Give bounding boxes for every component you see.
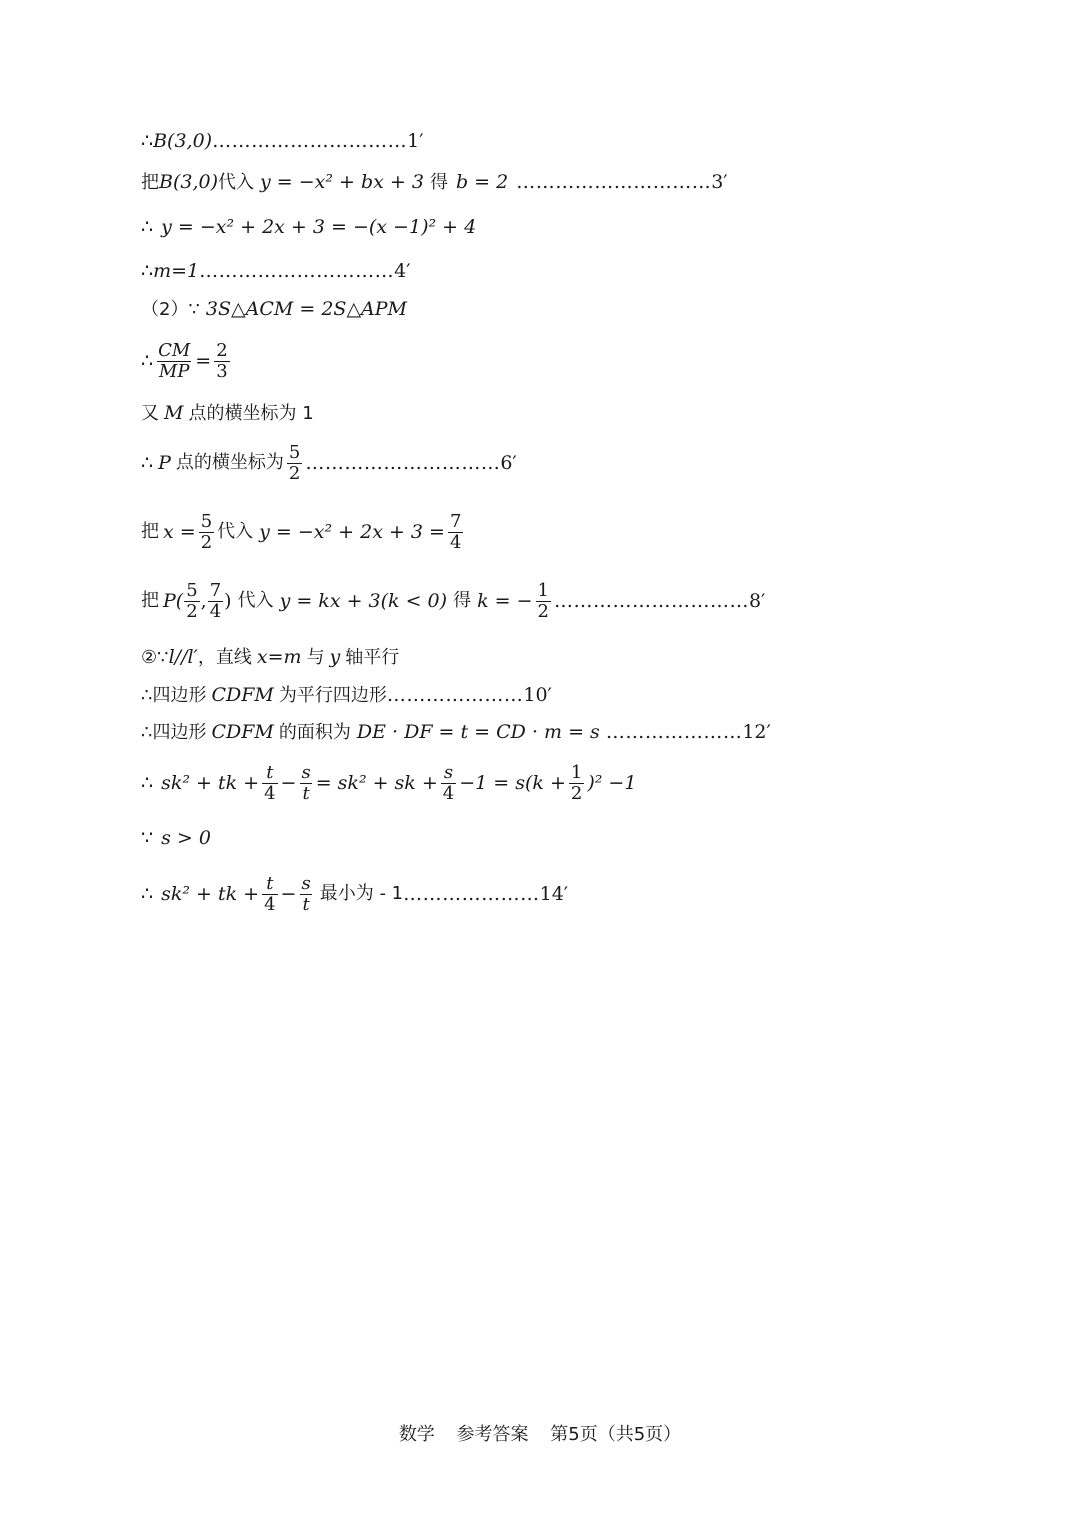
result: k = − <box>477 589 533 612</box>
fraction: $\frac{s}{t}$ <box>301 873 311 915</box>
leader-dots: ………………………… <box>305 451 501 474</box>
paren: ) <box>224 589 232 612</box>
page-footer <box>0 1420 1080 1446</box>
therefore-symbol: ∴ <box>141 771 154 794</box>
fraction: $\frac{CM}{MP}$ <box>158 340 191 382</box>
text: 点的横坐标为 <box>175 452 284 474</box>
text: 轴平行 <box>345 646 400 668</box>
fraction: $\frac{t}{4}$ <box>264 762 276 804</box>
fraction: $\frac{1}{2}$ <box>537 580 549 622</box>
line-12 <box>141 686 552 705</box>
point-p: P <box>158 451 171 474</box>
text: ∴四边形 <box>141 684 207 706</box>
fraction: $\frac{s}{t}$ <box>301 762 311 804</box>
expression: )² −1 <box>587 771 637 794</box>
line-4 <box>141 262 411 281</box>
result: b = 2 <box>455 171 509 193</box>
score-mark: 1′ <box>407 130 424 152</box>
line-14 <box>141 763 636 804</box>
text: 为平行四边形 <box>278 684 387 706</box>
score-mark: 4′ <box>394 260 411 282</box>
line-15 <box>141 829 211 848</box>
part-label: ②∵ <box>141 646 169 668</box>
therefore-symbol: ∴ <box>141 260 154 282</box>
leader-dots: ………………………… <box>553 589 749 612</box>
line-13 <box>141 723 771 742</box>
leader-dots: ………………………… <box>199 260 395 282</box>
point-m: M <box>164 402 184 424</box>
equation: m=1 <box>153 260 200 282</box>
line-1 <box>141 132 424 151</box>
fraction: $\frac{7}{4}$ <box>449 511 462 553</box>
therefore-symbol: ∴ <box>141 451 154 474</box>
leader-dots: ………………… <box>605 721 743 743</box>
score-mark: 3′ <box>711 171 728 193</box>
text: 代入 <box>237 590 274 612</box>
text: 把 <box>141 171 159 193</box>
leader-dots: ………………………… <box>212 130 408 152</box>
variable: y <box>329 646 341 668</box>
equation: 3S△ACM = 2S△APM <box>205 298 408 320</box>
part-label: （2）∵ <box>141 298 200 320</box>
minus: − <box>280 882 297 905</box>
expression: sk² + tk + <box>161 771 260 794</box>
comma: , <box>200 589 207 612</box>
shape-name: CDFM <box>211 684 274 706</box>
equation: y = −x² + 2x + 3 = −(x −1)² + 4 <box>161 216 477 238</box>
therefore-symbol: ∴ <box>141 216 154 238</box>
text: ∴四边形 <box>141 721 207 743</box>
footer-title: 参考答案 <box>456 1424 529 1445</box>
score-mark: 12′ <box>742 721 771 743</box>
line-2 <box>141 173 728 192</box>
fraction: $\frac{t}{4}$ <box>264 873 276 915</box>
fraction: $\frac{s}{4}$ <box>442 762 455 804</box>
footer-subject: 数学 <box>398 1424 435 1445</box>
leader-dots: ………………… <box>386 684 524 706</box>
inequality: s > 0 <box>161 827 211 849</box>
fraction: $\frac{2}{3}$ <box>216 340 228 382</box>
leader-dots: ………………… <box>403 882 540 905</box>
point-b: B(3,0) <box>153 130 213 152</box>
text: 与 <box>306 646 325 668</box>
equation: DE · DF = t = CD · m = s <box>356 721 600 743</box>
equals: = <box>195 349 212 372</box>
equation: y = kx + 3(k < 0) <box>279 589 448 612</box>
therefore-symbol: ∴ <box>141 349 154 372</box>
score-mark: 10′ <box>523 684 552 706</box>
fraction: $\frac{1}{2}$ <box>570 762 583 804</box>
therefore-symbol: ∴ <box>141 882 154 905</box>
score-mark: 8′ <box>748 589 766 612</box>
text: 代入 <box>217 521 254 543</box>
point-b: B(3,0) <box>159 171 219 193</box>
text: 又 <box>141 402 159 424</box>
text: 把 <box>141 521 159 543</box>
text: 点的横坐标为 1 <box>188 402 314 424</box>
text: 最小为 - 1 <box>319 883 404 905</box>
equation: y = −x² + 2x + 3 = <box>259 520 445 543</box>
fraction: $\frac{5}{2}$ <box>186 580 198 622</box>
line-7 <box>141 404 314 423</box>
expression: sk² + tk + <box>161 882 260 905</box>
text: 把 <box>141 590 159 612</box>
fraction: $\frac{5}{2}$ <box>288 442 301 484</box>
point-p: P( <box>163 589 184 612</box>
text: 的面积为 <box>278 721 351 743</box>
because-symbol: ∵ <box>141 827 154 849</box>
line-6 <box>141 341 233 382</box>
text: 得 <box>453 590 472 612</box>
line-10 <box>141 581 765 622</box>
therefore-symbol: ∴ <box>141 130 154 152</box>
line-9 <box>141 512 466 553</box>
fraction: $\frac{5}{2}$ <box>200 511 213 553</box>
line-5 <box>141 300 407 319</box>
line-11 <box>141 648 399 667</box>
footer-page-number: 第5页（共5页） <box>550 1424 682 1445</box>
shape-name: CDFM <box>211 721 274 743</box>
leader-dots: ………………………… <box>516 171 712 193</box>
line-notation: l//l′ <box>168 646 198 668</box>
expression: −1 = s(k + <box>459 771 566 794</box>
text: 得 <box>429 171 448 193</box>
line-8 <box>141 443 517 484</box>
minus: − <box>280 771 297 794</box>
line-3 <box>141 218 476 237</box>
expression: = sk² + sk + <box>315 771 438 794</box>
equation: y = −x² + bx + 3 <box>260 171 424 193</box>
text: ，直线 <box>197 646 252 668</box>
variable: x = <box>163 520 196 543</box>
fraction: $\frac{7}{4}$ <box>209 580 222 622</box>
equation: x=m <box>256 646 302 668</box>
text: 代入 <box>218 171 255 193</box>
line-16 <box>141 874 568 915</box>
score-mark: 6′ <box>500 451 517 474</box>
score-mark: 14′ <box>539 882 569 905</box>
